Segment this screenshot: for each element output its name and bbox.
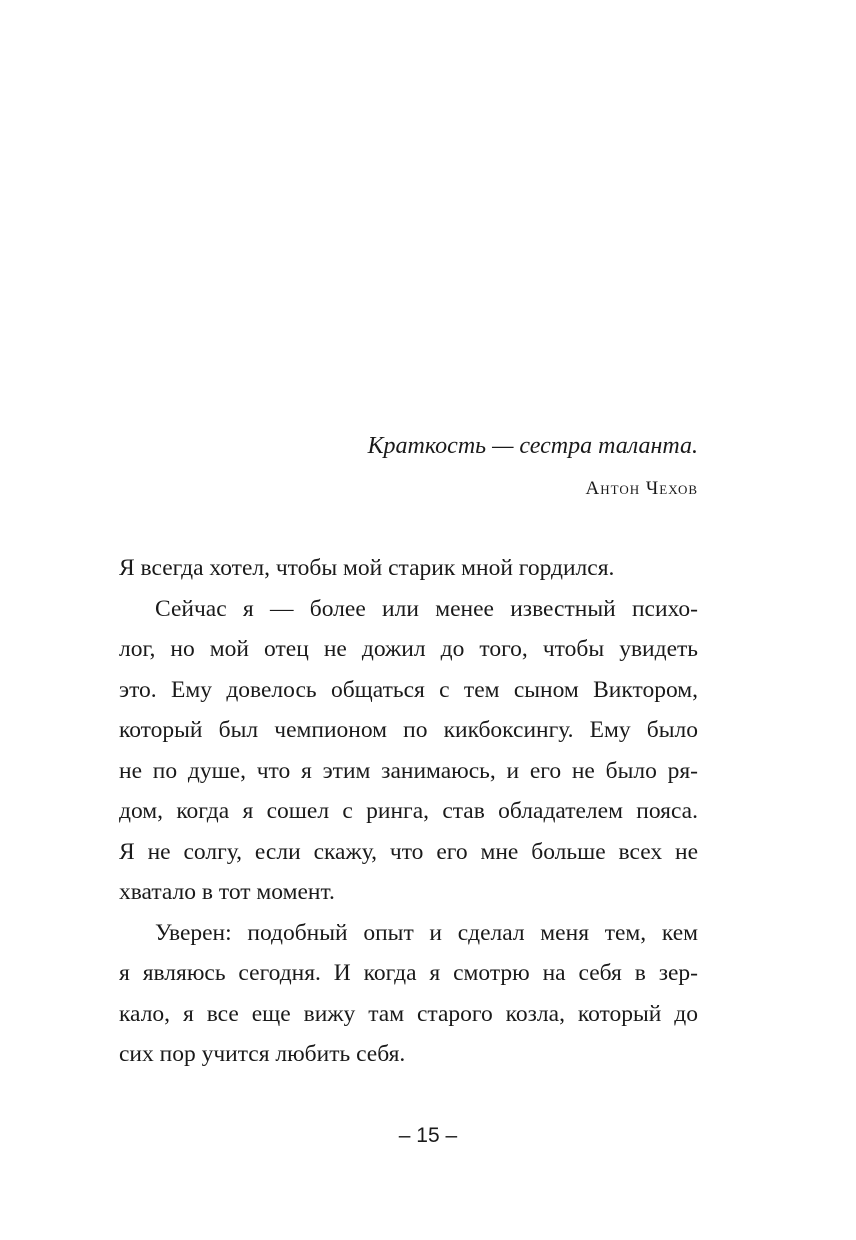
- epigraph-author: Антон Чехов: [585, 478, 698, 499]
- text-line: я являюсь сегодня. И когда я смотрю на себя в зер-: [119, 960, 698, 986]
- paragraph: [119, 548, 698, 589]
- text-line: Я всегда хотел, чтобы мой старик мной гордился.: [119, 555, 615, 581]
- text-line: хватало в тот момент.: [119, 879, 335, 905]
- paragraph: [119, 589, 698, 913]
- text-line: Я не солгу, если скажу, что его мне больше всех не: [119, 838, 698, 865]
- text-line: Сейчас я — более или менее известный психо-: [155, 595, 698, 622]
- epigraph: [368, 430, 698, 500]
- page-number: – 15 –: [398, 1124, 458, 1147]
- text-line: не по душе, что я этим занимаюсь, и его не было ря-: [119, 757, 698, 784]
- text-line: который был чемпионом по кикбоксингу. Ему было: [119, 717, 698, 743]
- text-line: лог, но мой отец не дожил до того, чтобы увидеть: [119, 636, 698, 662]
- text-line: Уверен: подобный опыт и сделал меня тем, кем: [155, 919, 698, 946]
- text-line: кало, я все еще вижу там старого козла, который до: [119, 1000, 698, 1027]
- text-line: это. Ему довелось общаться с тем сыном Виктором,: [119, 676, 698, 703]
- body-text: [119, 548, 698, 1075]
- epigraph-quote: Краткость — сестра таланта.: [367, 433, 698, 459]
- text-line: дом, когда я сошел с ринга, став обладателем пояса.: [119, 798, 698, 824]
- paragraph: [119, 913, 698, 1075]
- text-line: сих пор учится любить себя.: [119, 1041, 406, 1067]
